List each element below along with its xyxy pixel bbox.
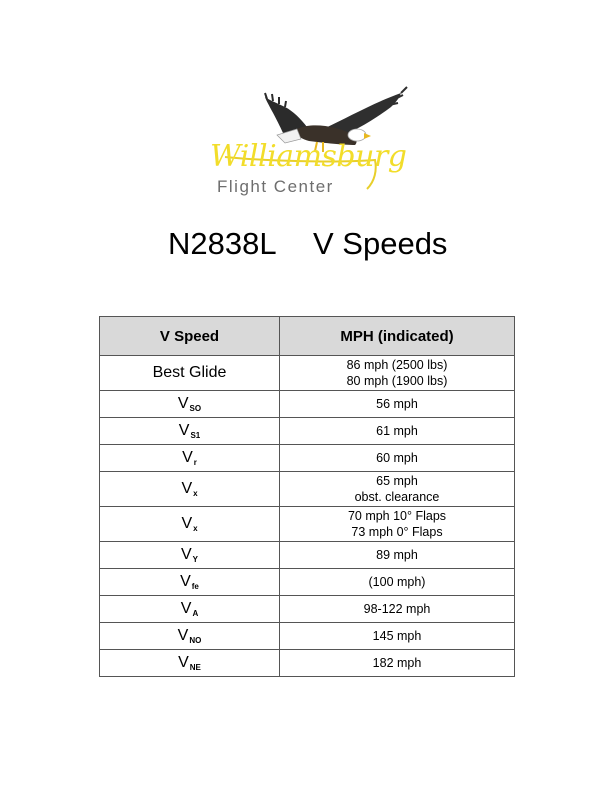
speed-name-cell xyxy=(100,542,280,569)
column-header-v-speed: V Speed xyxy=(100,317,280,356)
speed-name-cell xyxy=(100,445,280,472)
speed-symbol: V xyxy=(180,573,191,590)
speed-value-cell xyxy=(280,542,515,569)
speed-value-cell xyxy=(280,418,515,445)
speed-value: 60 mph xyxy=(376,451,418,465)
speed-symbol: V xyxy=(177,395,189,412)
speed-value-cell xyxy=(280,569,515,596)
speed-name-cell xyxy=(100,418,280,445)
table-row xyxy=(100,507,515,542)
speed-value: obst. clearance xyxy=(354,490,440,504)
speed-value-cell xyxy=(280,472,515,507)
speed-value-cell xyxy=(280,623,515,650)
speed-value: 61 mph xyxy=(376,424,418,438)
speed-name-cell xyxy=(100,356,280,391)
aircraft-registration: N2838L xyxy=(168,226,277,261)
speed-value-cell xyxy=(280,356,515,391)
logo-subtitle-text: Flight Center xyxy=(217,177,334,196)
speed-value: (100 mph) xyxy=(368,575,426,589)
column-header-mph: MPH (indicated) xyxy=(280,317,515,356)
speed-value-cell xyxy=(280,445,515,472)
speed-value: 70 mph 10° Flaps xyxy=(347,509,447,523)
table-row xyxy=(100,650,515,677)
speed-subscript: fe xyxy=(191,582,199,591)
table-header-row xyxy=(100,317,515,356)
speed-name-cell xyxy=(100,623,280,650)
speed-subscript: SO xyxy=(189,404,202,413)
speed-value-cell xyxy=(280,391,515,418)
speed-symbol: V xyxy=(182,449,193,466)
speed-name: Best Glide xyxy=(152,364,227,381)
speed-symbol: V xyxy=(181,515,193,532)
speed-value-cell xyxy=(280,650,515,677)
speed-name-cell xyxy=(100,569,280,596)
speed-value: 98-122 mph xyxy=(363,602,431,616)
speed-symbol: V xyxy=(180,546,192,563)
table-row xyxy=(100,569,515,596)
table-row xyxy=(100,596,515,623)
speed-symbol: V xyxy=(178,654,189,671)
v-speeds-table xyxy=(99,316,515,677)
speed-value: 86 mph (2500 lbs) xyxy=(346,358,448,372)
speed-value: 80 mph (1900 lbs) xyxy=(346,374,448,388)
speed-name-cell xyxy=(100,472,280,507)
table-row xyxy=(100,391,515,418)
table-row xyxy=(100,472,515,507)
speed-symbol: V xyxy=(180,600,192,617)
speed-subscript: x xyxy=(193,489,198,498)
speed-symbol: V xyxy=(178,422,190,439)
speed-value: 182 mph xyxy=(372,656,422,670)
speed-value-cell xyxy=(280,596,515,623)
speed-name-cell xyxy=(100,507,280,542)
speed-subscript: S1 xyxy=(190,431,201,440)
speed-symbol: V xyxy=(177,627,189,644)
table-row xyxy=(100,445,515,472)
speed-value: 56 mph xyxy=(376,397,418,411)
speed-name-cell xyxy=(100,596,280,623)
table-row xyxy=(100,418,515,445)
speed-value: 89 mph xyxy=(376,548,418,562)
speed-symbol: V xyxy=(181,480,193,497)
speed-value: 65 mph xyxy=(376,474,418,488)
table-row xyxy=(100,542,515,569)
table-body xyxy=(100,356,515,677)
table-row xyxy=(100,623,515,650)
speed-value: 73 mph 0° Flaps xyxy=(351,525,443,539)
page-title xyxy=(0,226,612,266)
speed-subscript: A xyxy=(192,609,199,618)
speed-value: 145 mph xyxy=(372,629,422,643)
speed-name-cell xyxy=(100,650,280,677)
speed-subscript: x xyxy=(193,524,198,533)
logo xyxy=(205,85,415,200)
speed-subscript: NO xyxy=(189,636,202,645)
speed-subscript: NE xyxy=(189,663,201,672)
table-row xyxy=(100,356,515,391)
logo-script-text: Williamsburg xyxy=(210,139,407,174)
title-text: V Speeds xyxy=(313,226,448,261)
speed-subscript: r xyxy=(193,458,197,467)
speed-name-cell xyxy=(100,391,280,418)
speed-subscript: Y xyxy=(192,555,198,564)
speed-value-cell xyxy=(280,507,515,542)
